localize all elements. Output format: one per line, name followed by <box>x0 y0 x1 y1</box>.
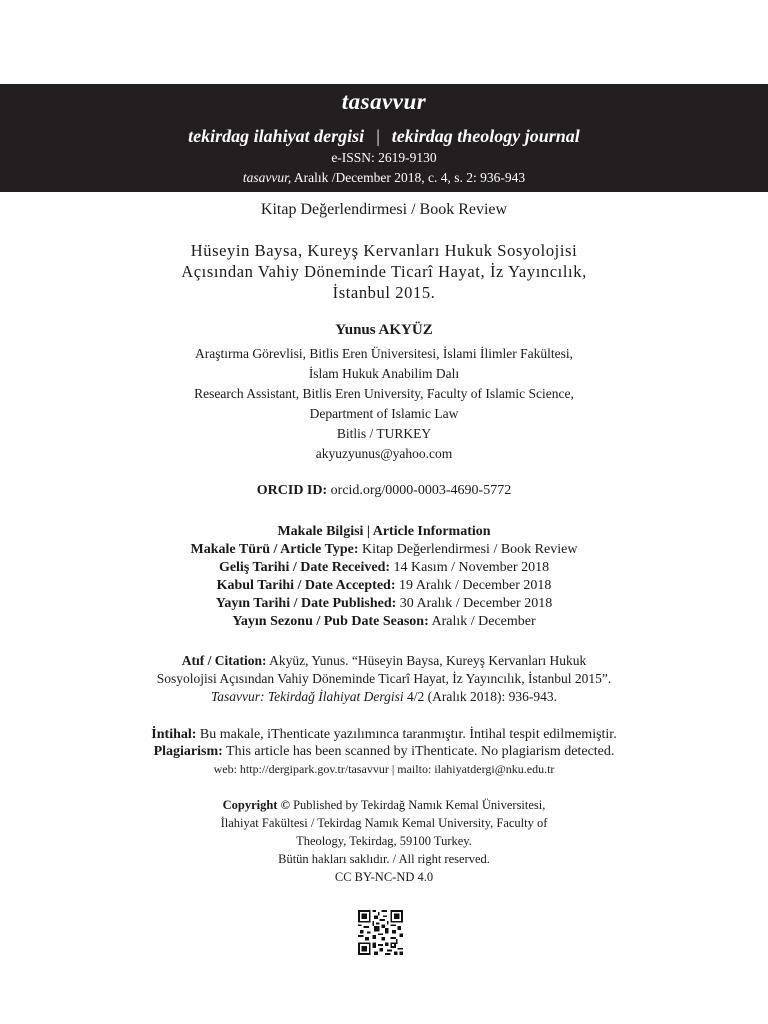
copyright-text: Published by Tekirdağ Namık Kemal Üniversitesi, <box>289 798 546 812</box>
orcid-link[interactable]: orcid.org/0000-0003-4690-5772 <box>327 483 512 498</box>
info-value: Kitap Değerlendirmesi / Book Review <box>358 542 578 557</box>
copyright-line: Bütün hakları saklıdır. / All right reserved. <box>278 852 490 866</box>
issue-journal: tasavvur, <box>242 170 292 185</box>
affiliation-line: Araştırma Görevlisi, Bitlis Eren Üniversitesi, İslami İlimler Fakültesi, <box>195 346 573 361</box>
article-info <box>0 523 768 631</box>
citation-issue: 4/2 (Aralık 2018): 936-943. <box>403 689 557 704</box>
citation-line <box>0 652 768 670</box>
info-row-published <box>0 595 768 613</box>
citation-text: Akyüz, Yunus. “Hüseyin Baysa, Kureyş Kervanları Hukuk <box>266 653 587 668</box>
plagiarism-tr-label: İntihal: <box>151 727 197 742</box>
author-email-link[interactable]: akyuzyunus@yahoo.com <box>315 446 453 461</box>
info-value: 30 Aralık / December 2018 <box>396 596 553 611</box>
journal-subtitle <box>0 126 768 147</box>
affiliation-line: İslam Hukuk Anabilim Dalı <box>308 366 460 381</box>
qr-code-icon <box>358 910 403 955</box>
info-label: Yayın Sezonu / Pub Date Season: <box>232 614 429 629</box>
plagiarism-en-label: Plagiarism: <box>153 744 223 759</box>
journal-header <box>0 84 768 192</box>
info-row-received <box>0 559 768 577</box>
orcid <box>0 483 768 499</box>
subtitle-separator: | <box>376 126 380 146</box>
affiliation <box>0 344 768 464</box>
info-row-season <box>0 613 768 631</box>
citation-line <box>0 688 768 706</box>
plagiarism-notice <box>0 726 768 760</box>
citation-line: Sosyolojisi Açısından Vahiy Döneminde Ticarî Hayat, İz Yayıncılık, İstanbul 2015”. <box>156 671 612 686</box>
info-label: Yayın Tarihi / Date Published: <box>215 596 397 611</box>
citation-label: Atıf / Citation: <box>181 653 267 668</box>
copyright-line: Theology, Tekirdag, 59100 Turkey. <box>296 834 472 848</box>
plagiarism-tr <box>0 726 768 743</box>
author-name: Yunus AKYÜZ <box>335 322 433 338</box>
info-label: Kabul Tarihi / Date Accepted: <box>216 578 396 593</box>
copyright-label: Copyright © <box>222 798 290 812</box>
copyright-line <box>0 796 768 814</box>
book-title <box>0 240 768 303</box>
journal-subtitle-en: tekirdag theology journal <box>391 126 580 146</box>
affiliation-line: Bitlis / TURKEY <box>336 426 432 441</box>
plagiarism-en <box>0 743 768 760</box>
issue-line <box>0 170 768 186</box>
orcid-label: ORCID ID: <box>256 483 328 498</box>
book-title-line: Açısından Vahiy Döneminde Ticarî Hayat, İz Yayıncılık, <box>181 262 587 281</box>
license-text: CC BY-NC-ND 4.0 <box>334 870 434 884</box>
journal-name: tasavvur <box>341 89 427 114</box>
book-title-line: Hüseyin Baysa, Kureyş Kervanları Hukuk Sosyolojisi <box>190 241 578 260</box>
journal-subtitle-tr: tekirdag ilahiyat dergisi <box>188 126 365 146</box>
info-value: Aralık / December <box>428 614 536 629</box>
issue-details: Aralık /December 2018, c. 4, s. 2: 936-943 <box>291 170 526 185</box>
info-label: Geliş Tarihi / Date Received: <box>218 560 391 575</box>
citation-journal: Tasavvur: Tekirdağ İlahiyat Dergisi <box>211 689 404 704</box>
affiliation-line: Research Assistant, Bitlis Eren University, Faculty of Islamic Science, <box>194 386 574 401</box>
article-info-heading: Makale Bilgisi | Article Information <box>277 524 491 539</box>
section-type: Kitap Değerlendirmesi / Book Review <box>260 201 508 218</box>
info-row-accepted <box>0 577 768 595</box>
info-row-type <box>0 541 768 559</box>
citation <box>0 652 768 706</box>
copyright-line: İlahiyat Fakültesi / Tekirdag Namık Kemal University, Faculty of <box>220 816 548 830</box>
issn: e-ISSN: 2619-9130 <box>331 150 437 165</box>
plagiarism-tr-text: Bu makale, iThenticate yazılımınca taranmıştır. İntihal tespit edilmemiştir. <box>196 727 617 742</box>
info-value: 14 Kasım / November 2018 <box>390 560 550 575</box>
copyright <box>0 796 768 886</box>
affiliation-line: Department of Islamic Law <box>309 406 459 421</box>
info-label: Makale Türü / Article Type: <box>190 542 359 557</box>
book-title-line: İstanbul 2015. <box>332 283 436 302</box>
info-value: 19 Aralık / December 2018 <box>395 578 552 593</box>
plagiarism-en-text: This article has been scanned by iThenticate. No plagiarism detected. <box>222 744 615 759</box>
web-and-mail-links[interactable]: web: http://dergipark.gov.tr/tasavvur | mailto: ilahiyatdergi@nku.edu.tr <box>213 762 555 776</box>
